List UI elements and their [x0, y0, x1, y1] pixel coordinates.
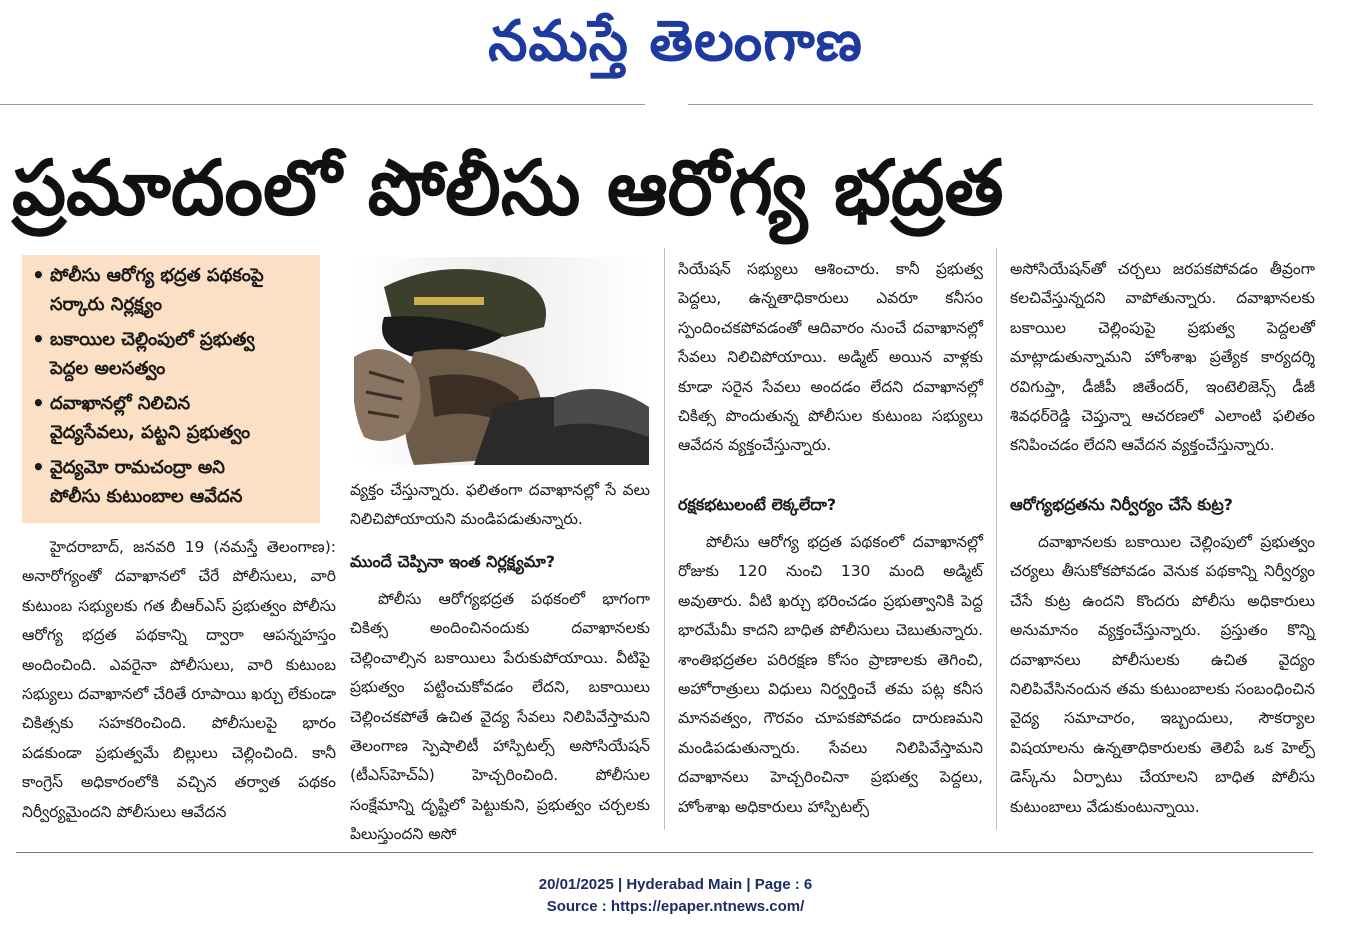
masthead-logo: నమస్తే తెలంగాణ [488, 9, 863, 74]
masthead-rule-right [688, 104, 1313, 105]
bullet-icon: • [32, 263, 45, 287]
footer-source: Source : https://epaper.ntnews.com/ [546, 898, 805, 915]
bottom-rule [16, 852, 1313, 853]
highlight-item: • వైద్యమో రామచంద్రా అని పోలీసు కుటుంబాల ఆవేదన [32, 455, 243, 507]
bullet-icon: • [32, 391, 45, 415]
article-headline: ప్రమాదంలో పోలీసు ఆరోగ్య భద్రత [12, 143, 1004, 232]
bullet-icon: • [32, 455, 45, 479]
masthead-rule-left [0, 104, 645, 105]
photo-caption: వ్యక్తం చేస్తున్నారు. ఫలితంగా దవాఖానల్లో సే వలు నిలిచిపోయాయని మండిపడుతున్నారు. [350, 481, 650, 529]
footer-date-edition: 20/01/2025 | Hyderabad Main | Page : 6 [538, 876, 813, 893]
column-3-text-top: సియేషన్ సభ్యులు ఆశించారు. కానీ ప్రభుత్వ పెద్దలు, ఉన్నతాధికారులు ఎవరూ కనీసం స్పందించకపోవడంతో ఆదివారం నుంచే దవాఖానల్లో సేవలు నిలిచిపోయాయి. అడ్మిట్ అయిన వాళ్లకు కూడా సరైన సేవలు అందడం లేదని దవాఖానల్లో చికిత్స పొందుతున్న పోలీసుల కుటుంబ సభ్యులు ఆవేదన వ్యక్తంచేస్తున్నారు. [678, 260, 983, 455]
highlight-item: • పోలీసు ఆరోగ్య భద్రత పథకంపై సర్కారు నిర్లక్ష్యం [32, 263, 264, 315]
highlight-item: • బకాయిల చెల్లింపులో ప్రభుత్వ పెద్దల అలసత్వం [32, 327, 255, 379]
highlight-item: • దవాఖానల్లో నిలిచిన వైద్యసేవలు, పట్టని ప్రభుత్వం [32, 391, 251, 443]
column-divider [996, 248, 997, 830]
column-2-text: పోలీసు ఆరోగ్యభద్రత పథకంలో భాగంగా చికిత్స అందించినందుకు దవాఖానలకు చెల్లించాల్సిన బకాయిలు పేరుకుపోయాయి. వీటిపై ప్రభుత్వం పట్టించుకోవడం లేదని, బకాయిలు చెల్లించకపోతే ఉచిత వైద్య సేవలు నిలిపివేస్తామని తెలంగాణ స్పెషాలిటీ హాస్పిటల్స్ అసోసియేషన్ (టీఎస్‌హెచ్‌ఏ) హెచ్చరించింది. పోలీసుల సంక్షేమాన్ని దృష్టిలో పెట్టుకుని, ప్రభుత్వం చర్చలకు పిలుస్తుందని అసో [350, 590, 650, 844]
column-4-text-bottom: దవాఖానలకు బకాయిల చెల్లింపులో ప్రభుత్వం చర్యలు తీసుకోకపోవడం వెనుక పథకాన్ని నిర్వీర్యం చేసే కుట్ర ఉందని కొందరు పోలీసు అధికారులు అనుమానం వ్యక్తంచేస్తున్నారు. ప్రస్తుతం కొన్ని దవాఖానలు పోలీసులకు ఉచిత వైద్యం నిలిపివేసినందున తమ కుటుంబాలకు సంబంధించిన వైద్య సమాచారం, ఇబ్బందులు, సౌకర్యాల విషయాలను ఉన్నతాధికారులకు తెలిపే ఒక హెల్ప్ డెస్క్‌ను ఏర్పాటు చేయాలని బాధిత పోలీసు కుటుంబాలు వేడుకుంటున్నాయి. [1010, 533, 1315, 816]
column-1-text: హైదరాబాద్, జనవరి 19 (నమస్తే తెలంగాణ): అనారోగ్యంతో దవాఖానలో చేరే పోలీసులు, వారి కుటుంబ సభ్యులకు గత బీఆర్ఎస్ ప్రభుత్వం పోలీసు ఆరోగ్య భద్రత పథకాన్ని ద్వారా ఆపన్నహస్తం అందించింది. ఎవరైనా పోలీసులు, వారి కుటుంబ సభ్యులు దవాఖానలో చేరితే రూపాయి ఖర్చు లేకుండా చికిత్సకు సహకరించింది. పోలీసులపై భారం పడకుండా ప్రభుత్వమే బిల్లులు చెల్లించింది. కానీ కాంగ్రెస్ అధికారంలోకి వచ్చిన తర్వాత పథకం నిర్వీర్యమైందని పోలీసులు ఆవేదన [22, 538, 337, 821]
bullet-icon: • [32, 327, 45, 351]
column-divider [664, 248, 665, 830]
highlights-box [22, 255, 320, 523]
column-4-subhead: ఆరోగ్యభద్రతను నిర్వీర్యం చేసే కుట్ర? [1010, 495, 1233, 514]
column-3-subhead: రక్షకభటులంటే లెక్కలేదా? [678, 495, 837, 514]
column-4-text-top: అసోసియేషన్‌తో చర్చలు జరపకపోవడం తీవ్రంగా కలచివేస్తున్నదని వాపోతున్నారు. దవాఖానలకు బకాయిల చెల్లింపుపై ప్రభుత్వ పెద్దలతో మాట్లాడుతున్నామని హోంశాఖ ప్రత్యేక కార్యదర్శి రవిగుప్తా, డీజీపీ జితేందర్, ఇంటెలిజెన్స్ డీజీ శివధర్‌రెడ్డి చెప్తున్నా ఆచరణలో ఎలాంటి ఫలితం కనిపించడం లేదని ఆవేదన వ్యక్తంచేస్తున్నారు. [1010, 260, 1315, 455]
column-2-subhead: ముందే చెప్పినా ఇంత నిర్లక్ష్యమా? [350, 552, 556, 571]
police-officer-illustration [354, 257, 649, 465]
column-3-text-bottom: పోలీసు ఆరోగ్య భద్రత పథకంలో దవాఖానల్లో రోజుకు 120 నుంచి 130 మంది అడ్మిట్ అవుతారు. వీటి ఖర్చు భరించడం ప్రభుత్వానికి పెద్ద భారమేమీ కాదని బాధిత పోలీసులు చెబుతున్నారు. శాంతిభద్రతల పరిరక్షణ కోసం ప్రాణాలకు తెగించి, అహోరాత్రులు విధులు నిర్వర్తించే తమ పట్ల కనీస మానవత్వం, గౌరవం చూపకపోవడం దారుణమని మండిపడుతున్నారు. సేవలు నిలిపివేస్తామని దవాఖానలు హెచ్చరించినా ప్రభుత్వ పెద్దలు, హోంశాఖ అధికారులు హాస్పిటల్స్ [678, 533, 983, 816]
